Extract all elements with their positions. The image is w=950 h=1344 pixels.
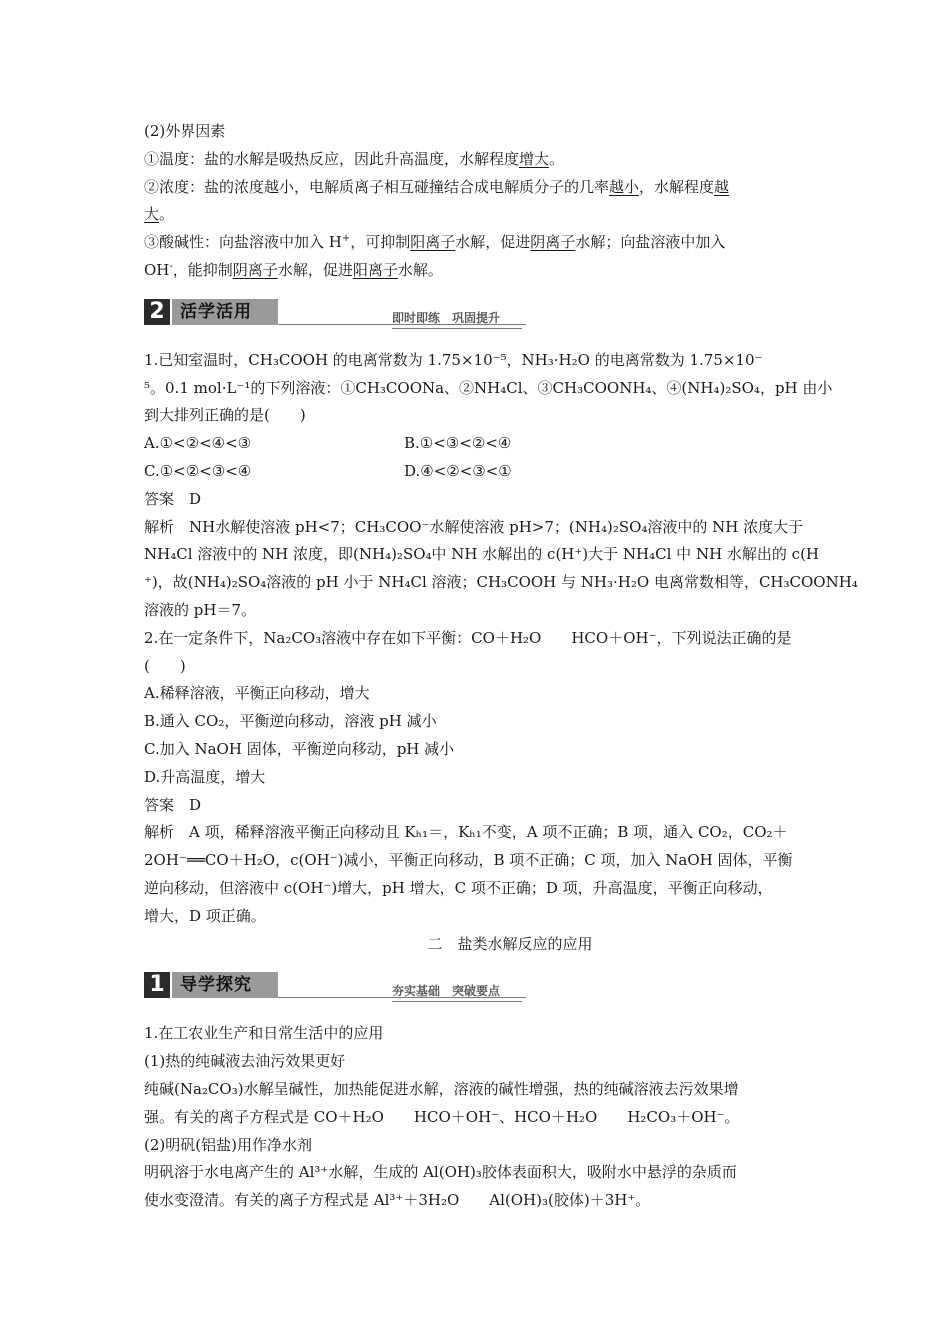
underlined-answer: 大 bbox=[144, 205, 160, 224]
answer: 答案 D bbox=[144, 795, 202, 814]
section-banner bbox=[144, 972, 816, 998]
banner-subtitle: 即时即练 巩固提升 bbox=[392, 309, 522, 329]
text-line: (1)热的纯碱液去油污效果更好 bbox=[144, 1052, 346, 1071]
explanation: 解析 NH水解使溶液 pH<7；CH₃COO⁻水解使溶液 pH>7；(NH₄)₂SO₄溶液中的 NH 浓度大于 bbox=[144, 517, 804, 536]
option-a: A.①<②<④<③ bbox=[144, 434, 252, 453]
text-line: ③酸碱性：向盐溶液中加入 H+，可抑制阳离子水解，促进阴离子水解；向盐溶液中加入 bbox=[144, 233, 726, 252]
options-row bbox=[144, 430, 816, 458]
options-row bbox=[144, 458, 816, 486]
answer: 答案 D bbox=[144, 489, 202, 508]
underlined-answer: 越小 bbox=[609, 177, 640, 196]
explanation: ⁺)，故(NH₄)₂SO₄溶液的 pH 小于 NH₄Cl 溶液；CH₃COOH 与 NH₃·H₂O 电离常数相等，CH₃COONH₄ bbox=[144, 573, 858, 592]
text-line: (2)明矾(铝盐)用作净水剂 bbox=[144, 1135, 312, 1154]
text-line: 1.在工农业生产和日常生活中的应用 bbox=[144, 1024, 384, 1043]
underlined-answer: 阴离子 bbox=[530, 233, 576, 252]
text-line: 大。 bbox=[144, 205, 175, 224]
option-d: D.升高温度，增大 bbox=[144, 767, 266, 786]
underlined-answer: 阳离子 bbox=[352, 260, 398, 279]
text-line: (2)外界因素 bbox=[144, 122, 226, 140]
option-b: B.①<③<②<④ bbox=[404, 434, 512, 453]
question-text: 1.已知室温时，CH₃COOH 的电离常数为 1.75×10⁻⁵，NH₃·H₂O 的电离常数为 1.75×10⁻ bbox=[144, 350, 763, 369]
option-b: B.通入 CO₂，平衡逆向移动，溶液 pH 减小 bbox=[144, 712, 437, 731]
explanation: 溶液的 pH＝7。 bbox=[144, 600, 256, 619]
question-text: ( ) bbox=[144, 656, 186, 675]
text-line: OH-，能抑制阴离子水解，促进阳离子水解。 bbox=[144, 260, 443, 279]
underlined-answer: 越 bbox=[714, 177, 730, 196]
option-c: C.加入 NaOH 固体，平衡逆向移动，pH 减小 bbox=[144, 739, 455, 758]
text-line: 明矾溶于水电离产生的 Al³⁺水解，生成的 Al(OH)₃胶体表面积大，吸附水中悬浮的杂质而 bbox=[144, 1163, 737, 1182]
banner-title: 导学探究 bbox=[172, 972, 278, 998]
explanation: 解析 A 项，稀释溶液平衡正向移动且 Kₕ₁＝，Kₕ₁不变，A 项不正确；B 项，通入 CO₂，CO₂＋ bbox=[144, 823, 788, 842]
explanation: 增大，D 项正确。 bbox=[144, 906, 266, 925]
text-line: ②浓度：盐的浓度越小，电解质离子相互碰撞结合成电解质分子的几率越小，水解程度越 bbox=[144, 177, 730, 196]
document-page bbox=[144, 118, 858, 1215]
underlined-answer: 增大 bbox=[519, 149, 550, 168]
option-a: A.稀释溶液，平衡正向移动，增大 bbox=[144, 684, 370, 703]
explanation: NH₄Cl 溶液中的 NH 浓度，即(NH₄)₂SO₄中 NH 水解出的 c(H⁺)大于 NH₄Cl 中 NH 水解出的 c(H bbox=[144, 545, 820, 564]
underlined-answer: 阴离子 bbox=[232, 260, 278, 279]
section-heading: 二 盐类水解反应的应用 bbox=[427, 934, 593, 953]
question-text: 2.在一定条件下，Na₂CO₃溶液中存在如下平衡：CO＋H₂O HCO＋OH⁻，下列说法正确的是 bbox=[144, 628, 792, 647]
text-line: 纯碱(Na₂CO₃)水解呈碱性，加热能促进水解，溶液的碱性增强，热的纯碱溶液去污效果增 bbox=[144, 1079, 739, 1098]
banner-subtitle: 夯实基础 突破要点 bbox=[392, 982, 522, 1002]
question-text: ⁵。0.1 mol·L⁻¹的下列溶液：①CH₃COONa、②NH₄Cl、③CH₃COONH₄、④(NH₄)₂SO₄，pH 由小 bbox=[144, 378, 833, 397]
explanation: 逆向移动，但溶液中 c(OH⁻)增大，pH 增大，C 项不正确；D 项，升高温度，平衡正向移动， bbox=[144, 878, 773, 897]
banner-number: 2 bbox=[144, 299, 170, 325]
question-text: 到大排列正确的是( ) bbox=[144, 406, 306, 425]
text-line: 使水变澄清。有关的离子方程式是 Al³⁺＋3H₂O Al(OH)₃(胶体)＋3H⁺。 bbox=[144, 1191, 651, 1210]
section-banner bbox=[144, 299, 816, 325]
option-d: D.④<②<③<① bbox=[404, 461, 512, 480]
text-line: ①温度：盐的水解是吸热反应，因此升高温度，水解程度增大。 bbox=[144, 149, 565, 168]
banner-number: 1 bbox=[144, 972, 170, 998]
explanation: 2OH⁻══CO＋H₂O，c(OH⁻)减小，平衡正向移动，B 项不正确；C 项，加入 NaOH 固体，平衡 bbox=[144, 851, 793, 870]
text-line: 强。有关的离子方程式是 CO＋H₂O HCO＋OH⁻、HCO＋H₂O H₂CO₃＋OH⁻。 bbox=[144, 1107, 740, 1126]
option-c: C.①<②<③<④ bbox=[144, 461, 252, 480]
banner-title: 活学活用 bbox=[172, 299, 278, 325]
underlined-answer: 阳离子 bbox=[410, 233, 456, 252]
